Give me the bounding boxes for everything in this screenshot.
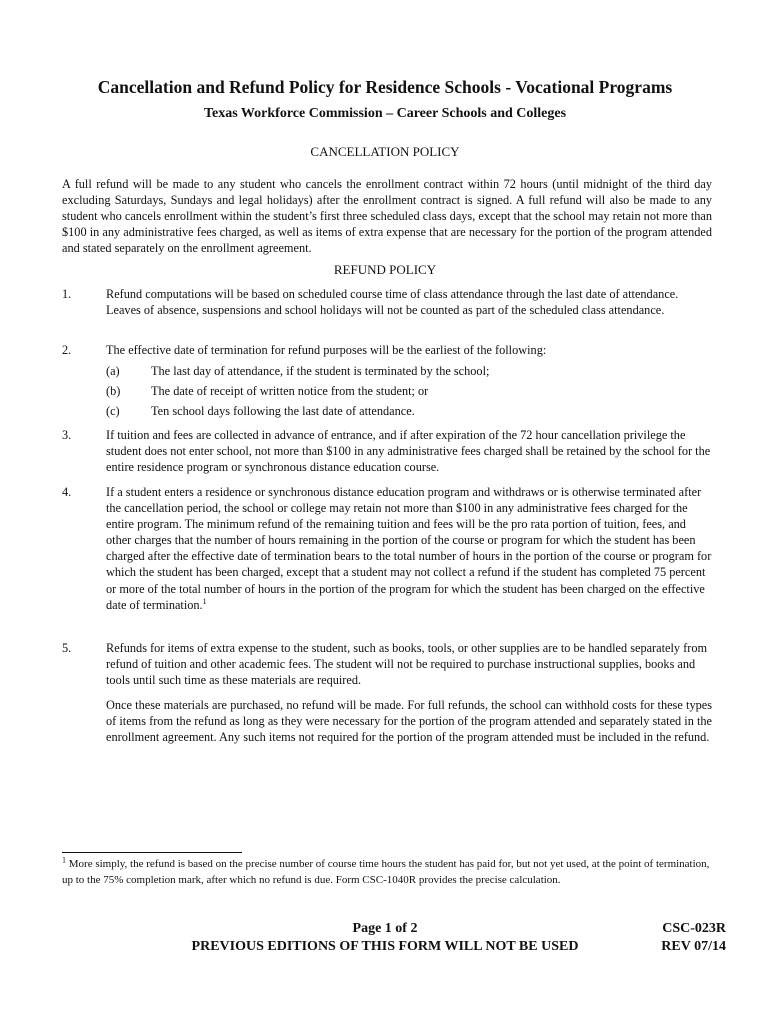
cancellation-policy-text: A full refund will be made to any student who cancels the enrollment contract within 72 hours (until midnight of the third day excluding Saturdays, Sundays and legal holidays) after the enrollment contract is signed. A full refund will also be made to any student who cancels enrollment within the student’s first three scheduled class days, except that the school may retain not more than $100 in any administrative fees charged, as well as items of extra expense that are necessary for the portion of the program attended and stated separately on the enrollment agreement.	[62, 177, 712, 256]
refund-item-text: Refund computations will be based on scheduled course time of class attendance through the last date of attendance. Leaves of absence, suspensions and school holidays will not be counted as part of the scheduled class attendance.	[106, 287, 679, 318]
refund-item-text: If tuition and fees are collected in advance of entrance, and if after expiration of the 72 hour cancellation privilege the student does not enter school, not more than $100 in any administrative fees charged shall be retained by the school for the entire residence program or synchronous distance education course.	[106, 428, 711, 475]
refund-item-text: If a student enters a residence or synchronous distance education program and withdraws or is otherwise terminated after the cancellation period, the school or college may retain not more than $100 in any administrative fees charged for the entire program. The minimum refund of the remaining tuition and fees will be the pro rata portion of tuition, fees, and other charges that the number of hours remaining in the portion of the course or program for which the student has been charged after the effective date of termination bears to the total number of hours in the portion of the course or program for which the student has been charged, except that a student may not collect a refund if the student has completed 75 percent or more of the total number of hours in the portion of the program for which the student has been charged on the effective date of termination.	[106, 485, 712, 612]
refund-item-number: 4.	[62, 485, 72, 499]
subitem-letter: (a)	[106, 364, 120, 378]
footnote-reference[interactable]: 1	[202, 596, 207, 606]
refund-item-number: 1.	[62, 287, 72, 301]
refund-item-number: 3.	[62, 428, 72, 442]
footnote-mark: 1	[62, 855, 66, 865]
cancellation-policy-heading: CANCELLATION POLICY	[310, 144, 460, 159]
footnote-text: More simply, the refund is based on the precise number of course time hours the student has paid for, but not yet used, at the point of termination, up to the 75% completion mark, after which no refund is due. Form CSC-1040R provides the precise calculation.	[62, 858, 710, 886]
refund-item-text: The effective date of termination for refund purposes will be the earliest of the following:	[106, 343, 547, 357]
refund-policy-heading: REFUND POLICY	[333, 262, 437, 277]
document-title: Cancellation and Refund Policy for Residence Schools - Vocational Programs	[97, 77, 673, 97]
footnote	[62, 857, 712, 888]
refund-item-5-continued: Once these materials are purchased, no refund will be made. For full refunds, the school can withhold costs for these types of items from the refund as long as they were necessary for the portion of the program attended and separately stated in the enrollment agreement. Any such items not required for the portion of the program attended must be included in the refund.	[106, 698, 712, 745]
subitem-text: The date of receipt of written notice from the student; or	[151, 384, 429, 398]
edition-notice: PREVIOUS EDITIONS OF THIS FORM WILL NOT BE USED	[191, 939, 579, 954]
document-subtitle: Texas Workforce Commission – Career Schools and Colleges	[203, 106, 567, 121]
footer-right	[590, 920, 726, 956]
footnote-divider	[62, 852, 242, 853]
subitem-letter: (b)	[106, 384, 121, 398]
refund-item-number: 5.	[62, 641, 72, 655]
form-revision: REV 07/14	[661, 939, 726, 954]
page-number: Page 1 of 2	[352, 921, 418, 936]
subitem-text: The last day of attendance, if the student is terminated by the school;	[151, 364, 490, 378]
form-id: CSC-023R	[662, 921, 726, 936]
refund-item-number: 2.	[62, 343, 72, 357]
refund-item-text-wrapper	[106, 484, 712, 613]
subitem-letter: (c)	[106, 404, 120, 418]
refund-item-text: Refunds for items of extra expense to the student, such as books, tools, or other supplies are to be handled separately from refund of tuition and other academic fees. The student will not be required to purchase instructional supplies, books and tools until such time as these materials are required.	[106, 641, 708, 688]
subitem-text: Ten school days following the last date of attendance.	[151, 404, 415, 418]
